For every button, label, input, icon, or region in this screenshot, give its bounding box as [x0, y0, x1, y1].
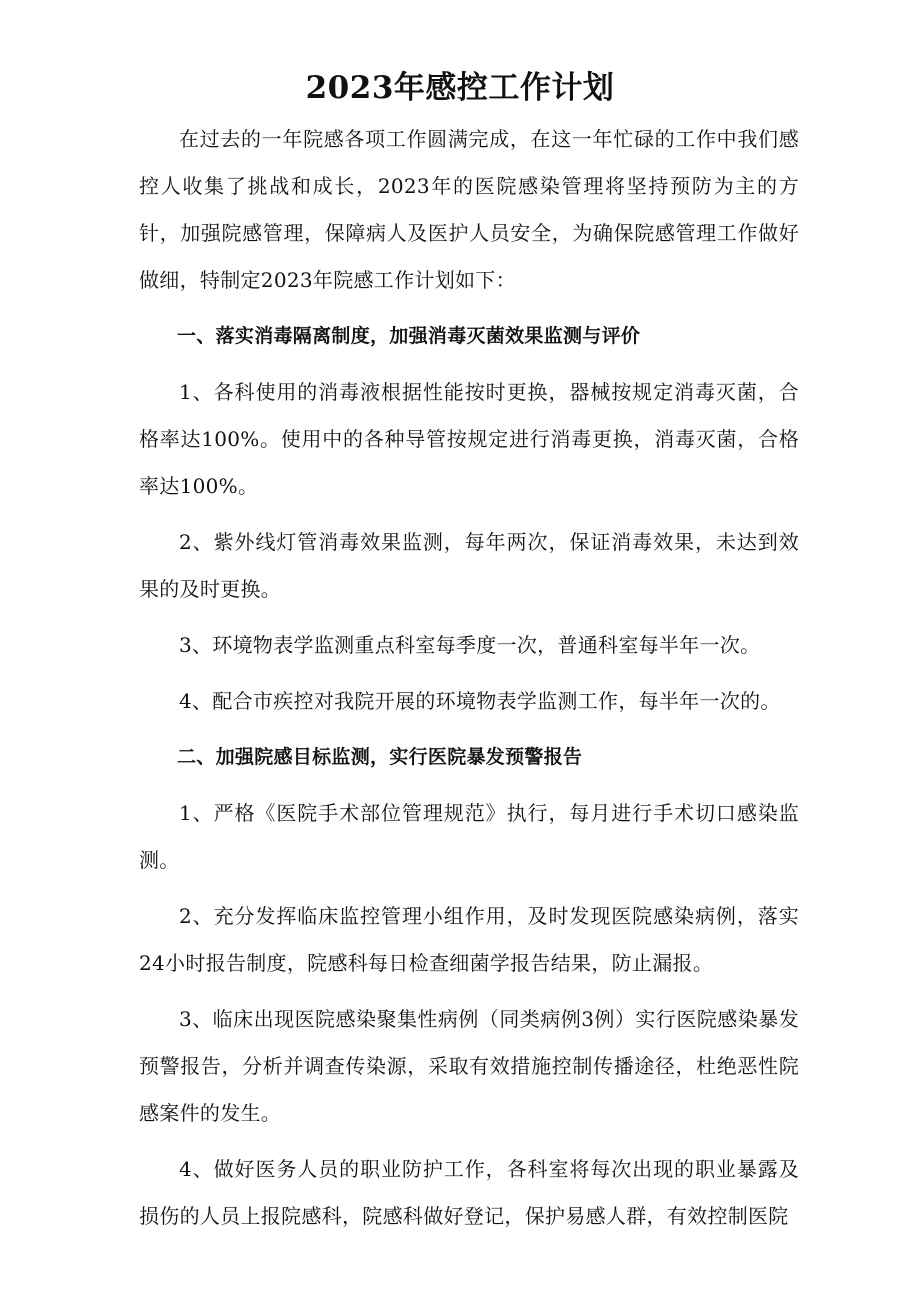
section-2-item-2: 2、充分发挥临床监控管理小组作用，及时发现医院感染病例，落实24小时报告制度，院感科每日检查细菌学报告结果，防止漏报。 [139, 904, 799, 975]
section-heading-1: 一、落实消毒隔离制度，加强消毒灭菌效果监测与评价 [177, 325, 641, 347]
section-heading-2: 二、加强院感目标监测，实行医院暴发预警报告 [177, 746, 583, 768]
document-title: 2023年感控工作计划 [305, 70, 615, 106]
section-2-item-1: 1、严格《医院手术部位管理规范》执行，每月进行手术切口感染监测。 [139, 801, 799, 872]
section-2-item-4: 4、做好医务人员的职业防护工作，各科室将每次出现的职业暴露及损伤的人员上报院感科，院感科做好登记，保护易感人群，有效控制医院 [139, 1157, 799, 1228]
section-2-item-3: 3、临床出现医院感染聚集性病例（同类病例3例）实行医院感染暴发预警报告，分析并调查传染源，采取有效措施控制传播途径，杜绝恶性院感案件的发生。 [139, 1007, 799, 1125]
section-1-item-2: 2、紫外线灯管消毒效果监测，每年两次，保证消毒效果，未达到效果的及时更换。 [139, 530, 799, 601]
section-1-item-3: 3、环境物表学监测重点科室每季度一次，普通科室每半年一次。 [179, 633, 761, 657]
section-1-item-4: 4、配合市疾控对我院开展的环境物表学监测工作，每半年一次的。 [179, 689, 781, 713]
intro-paragraph: 在过去的一年院感各项工作圆满完成，在这一年忙碌的工作中我们感控人收集了挑战和成长，2023年的医院感染管理将坚持预防为主的方针，加强院感管理，保障病人及医护人员安全，为确保院感管理工作做好做细，特制定2023年院感工作计划如下： [139, 127, 799, 292]
section-1-item-1: 1、各科使用的消毒液根据性能按时更换，器械按规定消毒灭菌，合格率达100%。使用中的各种导管按规定进行消毒更换，消毒灭菌，合格率达100%。 [139, 380, 799, 498]
document-body [139, 116, 799, 1240]
